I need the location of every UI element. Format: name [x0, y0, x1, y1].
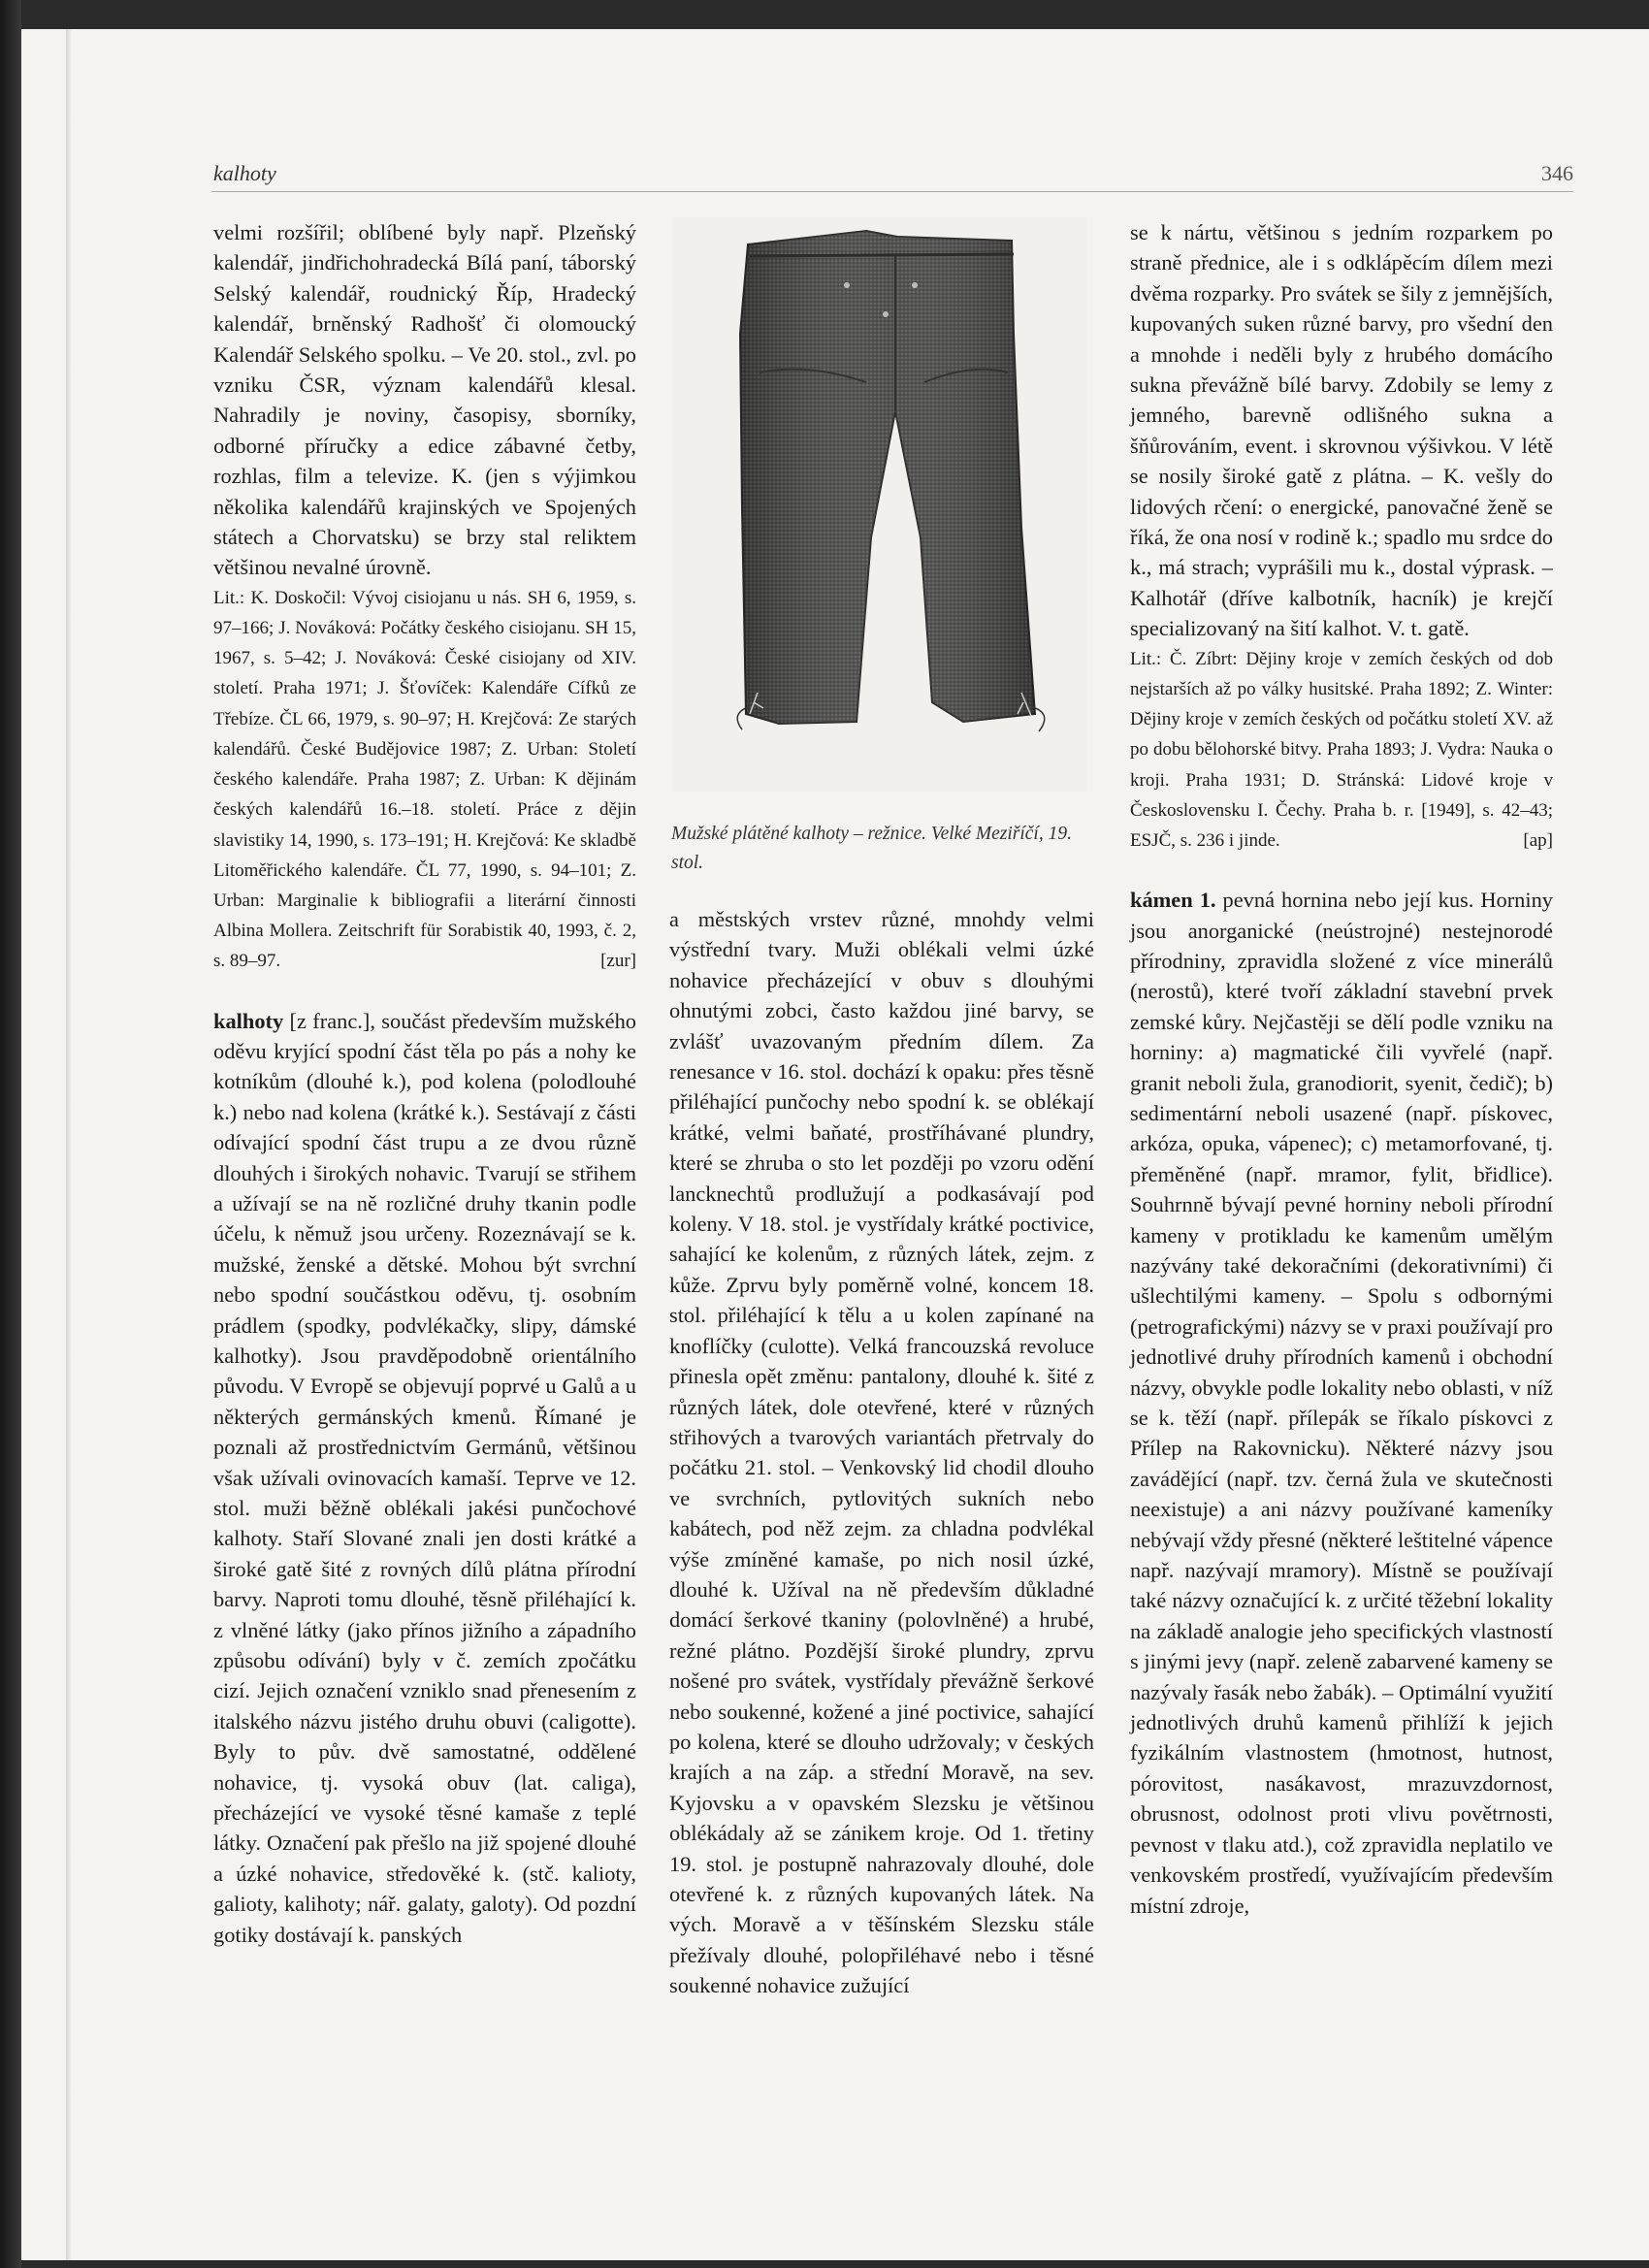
entry-headword: kalhoty: [213, 1008, 284, 1033]
figure-caption: Mužské plátěné kalhoty – režnice. Velké Meziříčí, 19. stol.: [671, 824, 1072, 873]
entry-gap: [1130, 856, 1553, 885]
bibliography-text: Lit.: K. Doskočil: Vývoj cisiojanu u nás. SH 6, 1959, s. 97–166; J. Nováková: Počátky českého cisiojanu. SH 15, 1967, s. 5–42; J. Nováková: České cisiojany od XIV. století. Praha 1971; J. Šťovíček: Kalendáře Cífků ze Třebíze. ČL 66, 1979, s. 90–97; H. Krejčová: Ze starých kalendářů. České Budějovice 1987; Z. Urban: Století českého kalendáře. Praha 1987; Z. Urban: K dějinám českých kalendářů 16.–18. století. Práce z dějin slavistiky 14, 1990, s. 173–191; H. Krejčová: Ke skladbě Litoměřického kalendáře. ČL 77, 1990, s. 94–101; Z. Urban: Marginalie k bibliografii a literární činnosti Albina Mollera. Zeitschrift für Sorabistik 40, 1993, č. 2, s. 89–97.: [213, 587, 636, 972]
page-number: 346: [1541, 161, 1573, 185]
entry-continuation-text: velmi rozšířil; oblíbené byly např. Plzeňský kalendář, jindřichohradecká Bílá paní, táborský Selský kalendář, roudnický Říp, Hradecký kalendář, brněnský Radhošť či olomoucký Kalendář Selského spolku. – Ve 20. stol., zvl. po vzniku ČSR, význam kalendářů klesal. Nahradily je noviny, časopisy, sborníky, odborné příručky a edice zábavné četby, rozhlas, film a televize. K. (jen s výjimkou několika kalendářů krajinských ve Spojených státech a Chorvatsku) se brzy stal reliktem většinou nevalné úrovně.: [213, 220, 636, 580]
trousers-illustration: [672, 217, 1087, 792]
entry-continuation-text: a městských vrstev různé, mnohdy velmi výstřední tvary. Muži oblékali velmi úzké nohavice přecházející v obuv s dlouhými ohnutými zobci, často každou jiné barvy, se zvlášť uvazovaným předním dílem. Za renesance v 16. stol. dochází k opaku: přes těsně přiléhající punčochy nebo spodní k. se oblékají krátké, velmi baňaté, prostříhávané plundry, které se zhruba o sto let později po vzoru odění lancknechtů prodlužují a podkasávají pod koleny. V 18. stol. je vystřídaly krátké poctivice, sahající ke kolenům, z různých látek, zejm. z kůže. Zprvu byly poměrně volné, koncem 18. stol. přiléhající k tělu a u kolen zapínané na knoflíčky (culotte). Velká francouzská revoluce přinesla opět změnu: pantalony, dlouhé k. šité z různých látek, dole otevřené, které v různých střihových a tvarových variantách přetrvaly do počátku 21. stol. – Venkovský lid chodil dlouho ve svrchních, pytlovitých sukních nebo kabátech, pod něž zejm. za chladna podvlékal výše zmíněné kamaše, po nich nosil úzké, dlouhé k. Užíval na ně především důkladné domácí šerkové tkaniny (polovlněné) a hrubé, režné plátno. Pozdější široké plundry, zprvu nošené pro svátek, vystřídaly převážně šerkové nebo soukenné, kožené a jiné poctivice, sahající po kolena, které se dlouho udržovaly; v českých krajích a na záp. a střední Moravě, na sev. Kyjovsku a v opavském Slezsku je většinou oblékádaly až se zánikem kroje. Od 1. třetiny 19. stol. je postupně nahrazovaly dlouhé, dole otevřené k. z různých kupovaných látek. Na vých. Moravě a v těšínském Slezsku stále přežívaly dlouhé, polopřiléhavé nebo i těsné soukenné nohavice zužující: [669, 907, 1094, 1998]
author-signature: [ap]: [1523, 829, 1553, 851]
header-divider: [211, 191, 1573, 192]
running-header: kalhoty: [213, 161, 276, 185]
entry-continuation-text: se k nártu, většinou s jedním rozparkem po straně přednice, ale i s odklápěcím dílem mezi dvěma rozparky. Pro svátek se šily z jemnějších, kupovaných suken různé barvy, pro všední den a mnohde i neděli byly z hrubého domácího sukna převážně bílé barvy. Zdobily se lemy z jemného, barevně odlišného sukna a šňůrováním, event. i skrovnou výšivkou. V létě se nosily široké gatě z plátna. – K. vešly do lidových rčení: o energické, panovačné ženě se říká, že ona nosí v rodině k.; spadlo mu srdce do k., má strach; vyprášili mu k., dostal výprask. – Kalhotář (dříve kalbotník, hacník) je krejčí specializovaný na šití kalhot. V. t. gatě.: [1130, 220, 1553, 641]
trousers-photo: [672, 217, 1087, 792]
column-middle: [669, 904, 1094, 2001]
bibliography-text: Lit.: Č. Zíbrt: Dějiny kroje v zemích českých od dob nejstarších až po války husitské. Praha 1892; Z. Winter: Dějiny kroje v zemích českých od počátku století XV. až po dobu bělohorské bitvy. Praha 1893; J. Vydra: Nauka o kroji. Praha 1931; D. Stránská: Lidové kroje v Československu I. Čechy. Praha b. r. [1949], s. 42–43; ESJČ, s. 236 i jinde.: [1130, 648, 1553, 851]
bibliography-paragraph: [213, 583, 636, 977]
book-spine-shadow: [0, 0, 21, 2268]
column-right: [1130, 217, 1553, 1921]
entry-body-text: [z franc.], součást především mužského oděvu kryjící spodní část těla po pás a nohy ke kotníkům (dlouhé k.), pod kolena (polodlouhé k.) nebo nad kolena (krátké k.). Sestávají z části odívající spodní část trupu a ze dvou různě dlouhých i širokých nohavic. Tvarují se střihem a užívají se na ně rozličné druhy tkanin podle účelu, k němuž jsou určeny. Rozeznávají se k. mužské, ženské a dětské. Mohou být svrchní nebo spodní součástkou oděvu, tj. osobním prádlem (spodky, podvlékačky, slipy, dámské kalhotky). Jsou pravděpodobně orientálního původu. V Evropě se objevují poprvé u Galů a u některých germánských kmenů. Římané je poznali až prostřednictvím Germánů, většinou však užívali ovinovacích kamaší. Teprve ve 12. stol. muži běžně oblékali jakési punčochové kalhoty. Staří Slované znali jen dosti krátké a široké gatě šité z rovných dílů plátna přírodní barvy. Naproti tomu dlouhé, těsně přiléhající k. z vlněné látky (jako přínos jižního a západního způsobu odívání) byly v č. zemích zpočátku cizí. Jejich označení vzniklo snad přenesením z italského názvu jistého druhu obuvi (caligotte). Byly to pův. dvě samostatné, oddělené nohavice, tj. vysoká obuv (lat. caliga), přecházející ve vysoké těsné kamaše z teplé látky. Označení pak přešlo na již spojené dlouhé a úzké nohavice, středověké k. (stč. kalioty, galioty, kalihoty; nář. galaty, galoty). Od pozdní gotiky dostávají k. panských: [213, 1008, 636, 1947]
entry-paragraph: [213, 1006, 636, 1951]
author-signature: [zur]: [600, 951, 636, 972]
column-left: [213, 217, 636, 1950]
page-gutter: [66, 29, 72, 2260]
entry-headword: kámen 1.: [1130, 888, 1216, 913]
entry-body-text: pevná hornina nebo její kus. Horniny jsou anorganické (neústrojné) nestejnorodé přírodniny, zpravidla složené z více minerálů (nerostů), které tvoří základní stavební prvek zemské kůry. Nejčastěji se dělí podle vzniku na horniny: a) magmatické čili vyvřelé (např. granit neboli žula, granodiorit, syenit, čedič); b) sedimentární neboli usazené (např. pískovec, arkóza, opuka, vápenec); c) metamorfované, tj. přeměněné (např. mramor, fylit, břidlice). Souhrnně bývají pevné horniny neboli přírodní kameny v protikladu ke kamenům umělým nazývány také dekoračními (dekorativními) či ušlechtilými kameny. – Spolu s odbornými (petrografickými) názvy se v praxi používají pro jednotlivé druhy přírodních kamenů i obchodní názvy, obvykle podle lokality nebo oblasti, v níž se k. těží (např. přílepák se říkalo pískovci z Přílep na Rakovnicku). Některé názvy jsou zavádějící (např. tzv. černá žula ve skutečnosti neexistuje) a ani názvy používané kameníky nebývají vždy přesné (některé leštitelné vápence např. nazývají mramory). Místně se používají také názvy označující k. z určité těžební lokality na základě analogie jeho specifických vlastností s jinými jevy (např. zeleně zabarvené kameny se nazývaly řasák nebo žabák). – Optimální využití jednotlivých druhů kamenů přihlíží k jejich fyzikálním vlastnostem (hmotnost, hutnost, pórovitost, nasákavost, mrazuvzdornost, obrusnost, odolnost proti vlivu povětrnosti, pevnost v tlaku atd.), což zpravidla neplatilo ve venkovském prostředí, využívajícím především místní zdroje,: [1130, 888, 1553, 1918]
entry-gap: [213, 977, 636, 1006]
bibliography-paragraph: [1130, 644, 1553, 856]
entry-paragraph: [1130, 885, 1553, 1921]
